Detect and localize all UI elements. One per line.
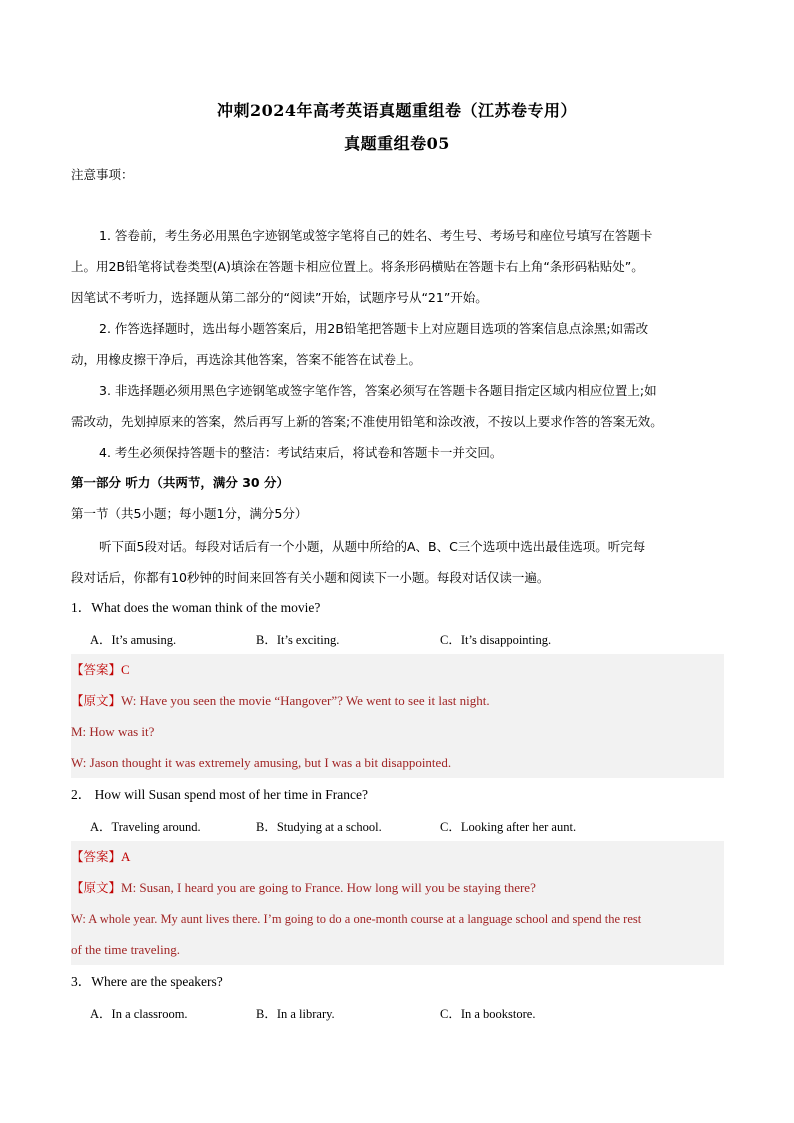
instructions-line-1: 听下面5段对话。每段对话后有一个小题，从题中所给的A、B、C三个选项中选出最佳选项。听完每 <box>99 539 646 554</box>
source-label: 【原文】 <box>71 880 122 895</box>
section1-heading: 第一节（共5小题；每小题1分，满分5分） <box>71 506 308 521</box>
transcript-text: W: Have you seen the movie “Hangover”? We went to see it last night. <box>121 693 490 708</box>
question-3-option-a: A．In a classroom. <box>90 1007 188 1021</box>
question-1-answer <box>71 660 724 681</box>
instructions-line-2: 段对话后，你都有10秒钟的时间来回答有关小题和阅读下一小题。每段对话仅读一遍。 <box>71 570 550 585</box>
answer-label: 【答案】 <box>71 849 122 864</box>
question-1-transcript-line-3: W: Jason thought it was extremely amusing, but I was a bit disappointed. <box>71 755 452 770</box>
document-subtitle: 真题重组卷05 <box>344 134 450 153</box>
part1-heading: 第一部分 听力（共两节，满分 30 分） <box>71 475 289 490</box>
question-1-transcript-line-1 <box>71 691 724 712</box>
question-2-stem: 2． How will Susan spend most of her time in France? <box>71 787 368 802</box>
question-2-transcript-line-3: of the time traveling. <box>71 942 181 957</box>
question-2-transcript-line-2: W: A whole year. My aunt lives there. I’m going to do a one-month course at a language school and spend the rest <box>71 912 642 926</box>
document-title: 冲刺2024年高考英语真题重组卷（江苏卷专用） <box>216 101 578 120</box>
question-3-option-c: C．In a bookstore. <box>440 1007 536 1021</box>
transcript-text: M: Susan, I heard you are going to France. How long will you be staying there? <box>121 880 536 895</box>
source-label: 【原文】 <box>71 693 122 708</box>
notes-heading: 注意事项： <box>71 167 134 182</box>
question-2-option-c: C．Looking after her aunt. <box>440 820 577 834</box>
question-3-option-b: B．In a library. <box>256 1007 335 1021</box>
note-item-2-line-1: 2. 作答选择题时，选出每小题答案后，用2B铅笔把答题卡上对应题目选项的答案信息点涂黑;如需改 <box>99 321 649 336</box>
note-item-1-line-3: 因笔试不考听力，选择题从第二部分的“阅读”开始，试题序号从“21”开始。 <box>71 290 488 305</box>
question-1-option-b: B．It’s exciting. <box>256 633 340 647</box>
question-1-stem: 1．What does the woman think of the movie? <box>71 600 321 615</box>
question-1-option-c: C．It’s disappointing. <box>440 633 552 647</box>
question-1-transcript-line-2: M: How was it? <box>71 724 155 739</box>
question-3-stem: 3．Where are the speakers? <box>71 974 223 989</box>
answer-value: C <box>121 662 130 677</box>
answer-value: A <box>121 849 131 864</box>
question-2-option-b: B．Studying at a school. <box>256 820 382 834</box>
question-2-transcript-line-1 <box>71 878 724 899</box>
note-item-3-line-1: 3. 非选择题必须用黑色字迹钢笔或签字笔作答，答案必须写在答题卡各题目指定区域内相应位置上;如 <box>99 383 657 398</box>
note-item-1-line-1: 1. 答卷前，考生务必用黑色字迹钢笔或签字笔将自己的姓名、考生号、考场号和座位号填写在答题卡 <box>99 228 653 243</box>
question-2-answer <box>71 847 724 868</box>
question-1-option-a: A．It’s amusing. <box>90 633 177 647</box>
note-item-2-line-2: 动，用橡皮擦干净后，再选涂其他答案，答案不能答在试卷上。 <box>71 352 422 367</box>
note-item-4: 4. 考生必须保持答题卡的整洁：考试结束后，将试卷和答题卡一并交回。 <box>99 445 503 460</box>
note-item-3-line-2: 需改动，先划掉原来的答案，然后再写上新的答案;不准使用铅笔和涂改液，不按以上要求作答的答案无效。 <box>71 414 663 429</box>
answer-label: 【答案】 <box>71 662 122 677</box>
question-2-option-a: A．Traveling around. <box>90 820 201 834</box>
note-item-1-line-2: 上。用2B铅笔将试卷类型(A)填涂在答题卡相应位置上。将条形码横贴在答题卡右上角“条形码粘贴处”。 <box>71 259 644 274</box>
